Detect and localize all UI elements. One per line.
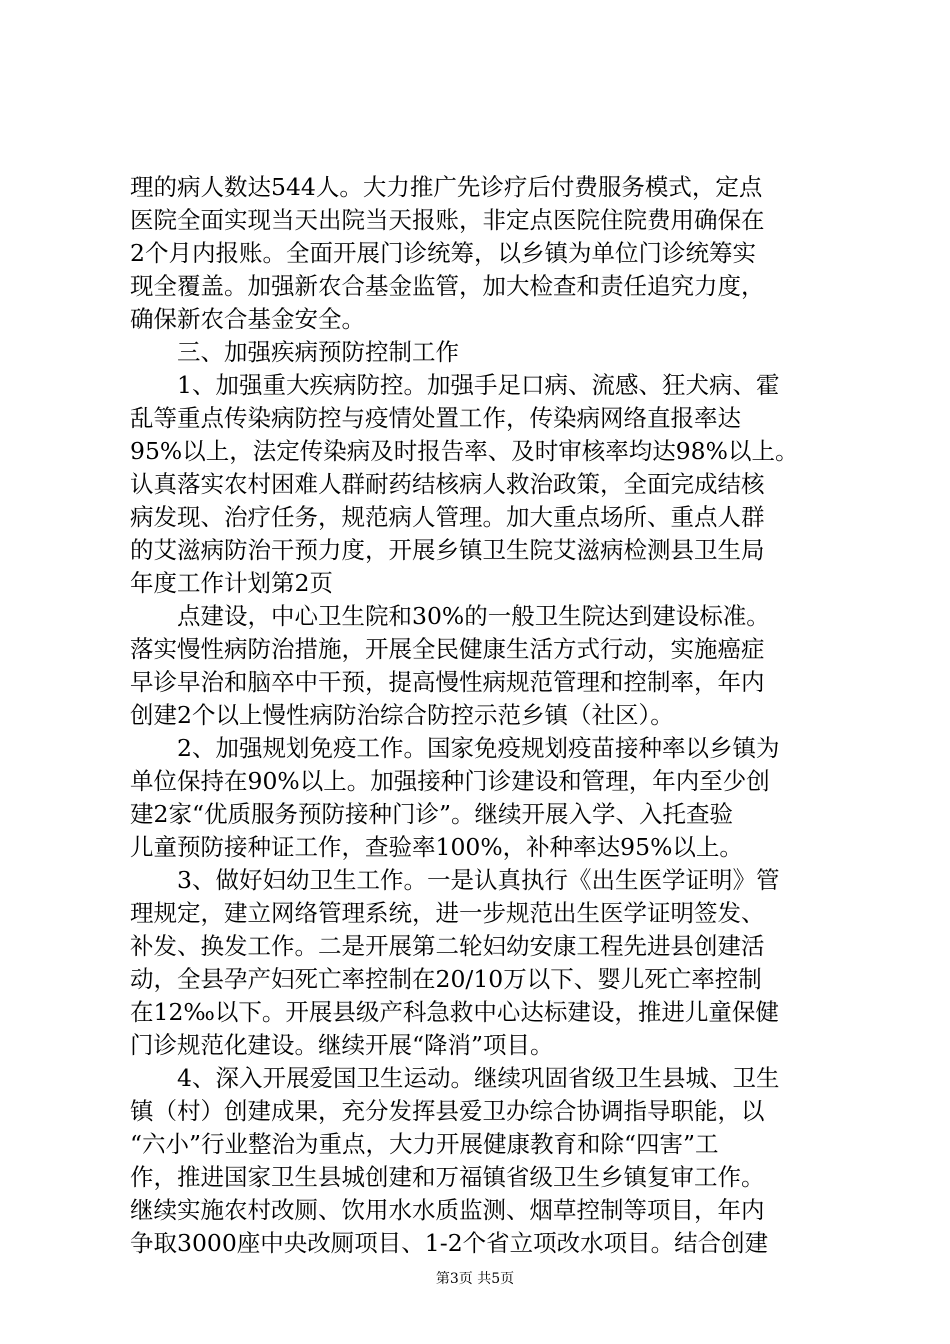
- text-line: 的艾滋病防治干预力度，开展乡镇卫生院艾滋病检测县卫生局: [130, 536, 765, 564]
- text-line: 争取3000座中央改厕项目、1-2个省立项改水项目。结合创建: [130, 1229, 769, 1257]
- text-line: 作，推进国家卫生县城创建和万福镇省级卫生乡镇复审工作。: [130, 1163, 765, 1191]
- text-line: 4、深入开展爱国卫生运动。继续巩固省级卫生县城、卫生: [130, 1064, 780, 1092]
- text-line: 现全覆盖。加强新农合基金监管，加大检查和责任追究力度，: [130, 272, 765, 300]
- text-line: 补发、换发工作。二是开展第二轮妇幼安康工程先进县创建活: [130, 932, 765, 960]
- text-line: 继续实施农村改厕、饮用水水质监测、烟草控制等项目，年内: [130, 1196, 765, 1224]
- text-line: 2个月内报账。全面开展门诊统筹，以乡镇为单位门诊统筹实: [130, 239, 756, 267]
- text-line: 点建设，中心卫生院和30%的一般卫生院达到建设标准。: [130, 602, 770, 630]
- text-line: 落实慢性病防治措施，开展全民健康生活方式行动，实施癌症: [130, 635, 765, 663]
- text-line: 创建2个以上慢性病防治综合防控示范乡镇（社区）。: [130, 701, 674, 729]
- text-line: 理规定，建立网络管理系统，进一步规范出生医学证明签发、: [130, 899, 765, 927]
- document-body: [130, 171, 830, 1260]
- text-line: 镇（村）创建成果，充分发挥县爱卫办综合协调指导职能，以: [130, 1097, 765, 1125]
- text-line: “六小”行业整治为重点，大力开展健康教育和除“四害”工: [130, 1130, 719, 1158]
- text-line: 乱等重点传染病防控与疫情处置工作，传染病网络直报率达: [130, 404, 741, 432]
- section-heading: 三、加强疾病预防控制工作: [130, 338, 459, 366]
- text-line: 建2家“优质服务预防接种门诊”。继续开展入学、入托查验: [130, 800, 733, 828]
- text-line: 单位保持在90%以上。加强接种门诊建设和管理，年内至少创: [130, 767, 770, 795]
- text-line: 动，全县孕产妇死亡率控制在20/10万以下、婴儿死亡率控制: [130, 965, 762, 993]
- text-line: 确保新农合基金安全。: [130, 305, 365, 333]
- text-line: 门诊规范化建设。继续开展“降消”项目。: [130, 1031, 554, 1059]
- text-line: 95%以上，法定传染病及时报告率、及时审核率均达98%以上。: [130, 437, 799, 465]
- text-line: 年度工作计划第2页: [130, 569, 333, 597]
- text-line: 医院全面实现当天出院当天报账，非定点医院住院费用确保在: [130, 206, 765, 234]
- text-line: 1、加强重大疾病防控。加强手足口病、流感、狂犬病、霍: [130, 371, 780, 399]
- text-line: 在12‰以下。开展县级产科急救中心达标建设，推进儿童保健: [130, 998, 779, 1026]
- text-line: 3、做好妇幼卫生工作。一是认真执行《出生医学证明》管: [130, 866, 780, 894]
- text-line: 病发现、治疗任务，规范病人管理。加大重点场所、重点人群: [130, 503, 765, 531]
- text-line: 儿童预防接种证工作，查验率100%，补种率达95%以上。: [130, 833, 743, 861]
- page-footer: 第3页 共5页: [435, 1271, 515, 1287]
- text-line: 理的病人数达544人。大力推广先诊疗后付费服务模式，定点: [130, 173, 763, 201]
- text-line: 2、加强规划免疫工作。国家免疫规划疫苗接种率以乡镇为: [130, 734, 780, 762]
- text-line: 早诊早治和脑卒中干预，提高慢性病规范管理和控制率，年内: [130, 668, 765, 696]
- text-line: 认真落实农村困难人群耐药结核病人救治政策，全面完成结核: [130, 470, 765, 498]
